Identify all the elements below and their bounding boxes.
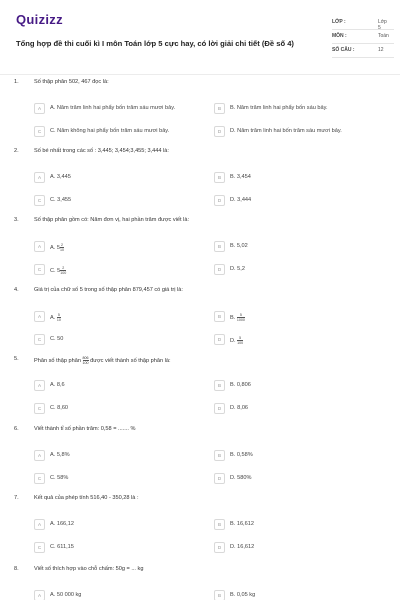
option-letter-box: D — [214, 195, 225, 206]
question-number: 5. — [14, 356, 19, 362]
option-letter-box: A — [34, 103, 45, 114]
meta-key: SỐ CÂU : — [332, 47, 355, 53]
option-letter-box: B — [214, 172, 225, 183]
option-label: B. 5,02 — [230, 243, 248, 249]
option-label: D. 5,2 — [230, 266, 245, 272]
option-label: B. 0,806 — [230, 382, 251, 388]
option-letter-box: A — [34, 172, 45, 183]
question-text: Kết quả của phép tính 516,40 - 350,28 là : — [34, 495, 139, 501]
option-fraction — [237, 336, 243, 345]
question-text: Số thập phân 502, 467 đọc là: — [34, 79, 109, 85]
option-letter-box: C — [34, 542, 45, 553]
option-letter-box: B — [214, 380, 225, 391]
option-letter-box: C — [34, 334, 45, 345]
option-fraction — [237, 313, 245, 322]
option-letter-box: D — [214, 126, 225, 137]
question-text: Số thập phân gồm có: Năm đơn vị, hai phần trăm được viết là: — [34, 217, 190, 223]
worksheet-title: Tổng hợp đề thi cuối kì I môn Toán lớp 5 cực hay, có lời giải chi tiết (Đề số 4) — [16, 39, 294, 48]
fraction-numerator: 806 — [82, 356, 89, 360]
meta-row-class — [332, 16, 388, 30]
option-label: A. 3,445 — [50, 174, 71, 180]
fraction-denominator: 100 — [82, 361, 89, 365]
option-label: C. 611,15 — [50, 544, 74, 550]
option-letter-box: D — [214, 334, 225, 345]
question-number: 1. — [14, 79, 19, 85]
option-label: C. Năm không hai phẩy bốn trăm sáu mươi bảy. — [50, 128, 170, 134]
option-letter-box: C — [34, 126, 45, 137]
option-label: B. 0,05 kg — [230, 592, 256, 598]
header-divider — [0, 74, 400, 75]
option-label: D. 580% — [230, 475, 252, 481]
option-letter-box: A — [34, 450, 45, 461]
option-letter-box: D — [214, 403, 225, 414]
fraction-denominator: 100 — [237, 341, 244, 345]
question-text: Số bé nhất trong các số : 3,445; 3,454;3,455; 3,444 là: — [34, 148, 169, 154]
fraction-denominator: 1000 — [236, 318, 245, 322]
option-letter-box: B — [214, 103, 225, 114]
worksheet-meta — [332, 16, 388, 58]
meta-value: Toán — [378, 33, 389, 39]
option-label: D. Năm trăm linh hai bốn trăm sáu mươi bảy. — [230, 128, 342, 134]
option-fraction — [60, 266, 66, 275]
meta-key: MÔN : — [332, 33, 347, 39]
option-label: D. 16,612 — [230, 544, 255, 550]
option-label: B. $\frac{5}{1000}$ — [230, 313, 245, 322]
option-letter-box: B — [214, 519, 225, 530]
option-label: A. Năm trăm linh hai phẩy bốn trăm sáu mươi bảy. — [50, 105, 176, 111]
option-letter-box: A — [34, 380, 45, 391]
option-letter-box: A — [34, 311, 45, 322]
option-letter-box: A — [34, 519, 45, 530]
option-label: C. 50 — [50, 336, 64, 342]
fraction-numerator: 5 — [239, 336, 242, 340]
fraction-denominator: 10 — [59, 248, 64, 252]
option-label: D. $\frac{5}{100}$ — [230, 336, 244, 345]
option-label: A. 50 000 kg — [50, 592, 82, 598]
question-number: 4. — [14, 287, 19, 293]
option-label: C. 5 $\frac{2}{100}$ — [50, 266, 67, 275]
option-letter-box: C — [34, 264, 45, 275]
option-label: B. 16,612 — [230, 521, 254, 527]
meta-underline — [332, 57, 394, 58]
question-number: 2. — [14, 148, 19, 154]
meta-row-subject — [332, 30, 388, 44]
fraction-numerator: 2 — [62, 266, 65, 270]
fraction-denominator: 100 — [60, 271, 67, 275]
question-fraction — [83, 356, 89, 365]
option-letter-box: C — [34, 473, 45, 484]
fraction-numerator: 5 — [57, 313, 60, 317]
option-label: D. 8,06 — [230, 405, 249, 411]
fraction-numerator: 5 — [237, 313, 245, 318]
option-label: A. 8,6 — [50, 382, 65, 388]
option-letter-box: A — [34, 241, 45, 252]
option-letter-box: A — [34, 590, 45, 600]
question-text: Viết thành tỉ số phần trăm: 0,58 = ....... % — [34, 426, 136, 432]
question-number: 8. — [14, 566, 19, 572]
option-letter-box: D — [214, 473, 225, 484]
option-letter-box: B — [214, 241, 225, 252]
meta-key: LỚP : — [332, 19, 346, 25]
question-text: Viết số thích hợp vào chỗ chấm: 50g = ... kg — [34, 566, 144, 572]
fraction-denominator: 10 — [56, 318, 61, 322]
meta-value: 12 — [378, 47, 384, 53]
question-text: Phân số thập phân $\frac{806}{100}$ được viết thành số thập phân là: — [34, 356, 171, 365]
option-letter-box: B — [214, 311, 225, 322]
option-label: A. 5,8% — [50, 452, 70, 458]
worksheet-header — [14, 8, 389, 66]
option-label: A. 166,12 — [50, 521, 74, 527]
option-label: A. 5 $\frac{2}{10}$ — [50, 243, 64, 252]
option-label: D. 3,444 — [230, 197, 252, 203]
option-label: B. 3,454 — [230, 174, 251, 180]
option-letter-box: D — [214, 542, 225, 553]
meta-value: Lớp 5 — [378, 19, 387, 31]
option-label: B. 0,58% — [230, 452, 253, 458]
option-fraction — [57, 313, 61, 322]
question-text: Giá trị của chữ số 5 trong số thập phân 879,457 có giá trị là: — [34, 287, 183, 293]
option-letter-box: B — [214, 450, 225, 461]
option-fraction — [60, 243, 64, 252]
question-number: 6. — [14, 426, 19, 432]
option-letter-box: C — [34, 195, 45, 206]
question-number: 7. — [14, 495, 19, 501]
option-letter-box: B — [214, 590, 225, 600]
option-label: C. 58% — [50, 475, 69, 481]
question-number: 3. — [14, 217, 19, 223]
option-label: B. Năm trăm linh hai phẩy bốn sáu bảy. — [230, 105, 328, 111]
option-label: C. 3,455 — [50, 197, 72, 203]
option-letter-box: C — [34, 403, 45, 414]
option-label: A. $\frac{5}{10}$ — [50, 313, 61, 322]
meta-row-count — [332, 44, 388, 58]
quizizz-logo: Quizizz — [16, 12, 63, 27]
option-label: C. 8,60 — [50, 405, 69, 411]
option-letter-box: D — [214, 264, 225, 275]
fraction-numerator: 2 — [60, 243, 63, 247]
